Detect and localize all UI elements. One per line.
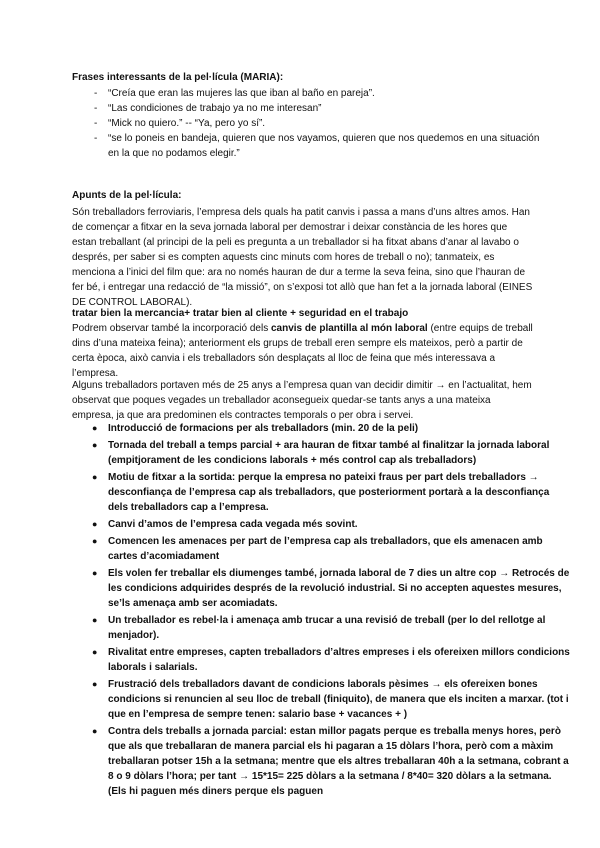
quote-item [72, 116, 542, 131]
bullet-item [72, 566, 572, 611]
bullet-text: Un treballador es rebel·la i amenaça amb trucar a una revisió de treball (per lo del rellotge al menjador). [108, 615, 546, 641]
dash-marker: - [94, 133, 98, 144]
bullet-dot-icon: ● [92, 423, 98, 433]
bullet-text: Motiu de fitxar a la sortida: perque la empresa no pateixi fraus per part dels treballadors → desconfiança de l’empresa cap als treballadors, que posteriorment portarà a la desconfiança dels treballadors cap a l’empresa. [108, 472, 550, 513]
quote-item [72, 86, 542, 101]
bullet-item [72, 421, 572, 436]
quote-text: “Creía que eran las mujeres las que iban al baño en pareja”. [108, 88, 375, 99]
paragraph-staff-changes [72, 321, 534, 381]
bullet-item [72, 677, 572, 722]
bullet-dot-icon: ● [92, 726, 98, 736]
paragraph-intro: Són treballadors ferroviaris, l’empresa dels quals ha patit canvis i passa a mans d’uns altres amos. Han de començar a fitxar en la seva jornada laboral per demostrar i deixar constància de les hores que estan treballant (al principi de la peli es pregunta a un treballador si ha fitxat abans d’anar al lavabo o després, per saber si es compten aquests cinc minuts com hores de treball o no); tanmateix, es menciona a l’inici del film que: ara no només hauran de dur a terme la seva feina, sino que l’hauran de fer bé, i entregar una redacció de “la missió”, on s’exposi tot allò que han fet a la jornada laboral (EINES DE CONTROL LABORAL). [72, 207, 533, 308]
bullet-text: Tornada del treball a temps parcial + ara hauran de fitxar també al finalitzar la jornada laboral (empitjorament de les condicions laborals + més control cap als treballadors) [108, 440, 550, 466]
section-title-notes: Apunts de la pel·lícula: [72, 190, 182, 201]
quote-text: “Mick no quiero.” -- “Ya, pero yo sí”. [108, 118, 266, 129]
bullet-text: Canvi d’amos de l’empresa cada vegada més sovint. [108, 519, 358, 530]
bullet-dot-icon: ● [92, 615, 98, 625]
dash-marker: - [94, 88, 98, 99]
bullet-item [72, 438, 572, 468]
dash-marker: - [94, 103, 98, 114]
bullet-item [72, 724, 572, 799]
bullet-dot-icon: ● [92, 519, 98, 529]
bullet-dot-icon: ● [92, 647, 98, 657]
bullet-item [72, 534, 572, 564]
dash-marker: - [94, 118, 98, 129]
quote-text: “se lo poneis en bandeja, quieren que nos vayamos, quieren que nos quedemos en una situación en la que no podamos elegir.” [108, 133, 540, 159]
quote-item [72, 131, 542, 161]
paragraph-long-tenure: Alguns treballadors portaven més de 25 anys a l’empresa quan van decidir dimitir → en l’actualitat, hem observat que poques vegades un treballador aconsegueix quedar-se tants anys a una mateixa empresa, ja que ara predominen els contractes temporals o per obra i servei. [72, 380, 532, 421]
bullet-text: Rivalitat entre empreses, capten treballadors d’altres empreses i els ofereixen millors condicions laborals i salarials. [108, 647, 570, 673]
quote-list [72, 86, 542, 161]
paragraph-text: (entre equips de treball dins d’una mateixa feina); anteriorment els grups de treball eren sempre els mateixos, però a partir de certa època, això canvia i els treballadors són desplaçats al lloc de feina que més interessava a l’empresa. [72, 323, 533, 379]
bullet-text: Els volen fer treballar els diumenges també, jornada laboral de 7 dies un altre cop → Retrocés de les condicions adquirides després de la revolució industrial. Si no accepten aquestes mesures, se’ls amenaça amb ser acomiadats. [108, 568, 570, 609]
bullet-item [72, 517, 572, 532]
bullet-dot-icon: ● [92, 440, 98, 450]
bullet-item [72, 470, 572, 515]
bullet-text: Frustració dels treballadors davant de condicions laborals pèsimes → els ofereixen bones condicions si renuncien al seu lloc de treball (finiquito), de manera que els inciten a marxar. (tot i que en l’empresa de sempre tenen: salario base + vacances + ) [108, 679, 569, 720]
bullet-item [72, 613, 572, 643]
quote-text: “Las condiciones de trabajo ya no me interesan” [108, 103, 322, 114]
bullet-text: Comencen les amenaces per part de l’empresa cap als treballadors, que els amenacen amb cartes d’acomiadament [108, 536, 543, 562]
section-title-quotes: Frases interessants de la pel·lícula (MARIA): [72, 72, 284, 83]
bullet-list [72, 421, 572, 801]
bullet-text: Contra dels treballs a jornada parcial: estan millor pagats perque es treballa menys hores, però que als que treballaran de manera parcial els hi pagaran a 15 dòlars l’hora, però com a màxim treballaran potser 15h a la setmana; mentre que els altres treballaran 40h a la setmana, cobrant a 8 o 9 dòlars l’hora; per tant → 15*15= 225 dòlars a la setmana / 8*40= 320 dòlars a la setmana. (Els hi paguen més diners perque els paguen [108, 726, 569, 797]
paragraph-text: Podrem observar també la incorporació dels [72, 323, 271, 334]
bullet-dot-icon: ● [92, 536, 98, 546]
quote-item [72, 101, 542, 116]
bullet-dot-icon: ● [92, 568, 98, 578]
bullet-item [72, 645, 572, 675]
bullet-dot-icon: ● [92, 472, 98, 482]
bold-motto-line: tratar bien la mercancia+ tratar bien al cliente + seguridad en el trabajo [72, 308, 409, 319]
bullet-dot-icon: ● [92, 679, 98, 689]
bullet-text: Introducció de formacions per als treballadors (min. 20 de la peli) [108, 423, 419, 434]
paragraph-bold-text: canvis de plantilla al món laboral [270, 323, 428, 334]
